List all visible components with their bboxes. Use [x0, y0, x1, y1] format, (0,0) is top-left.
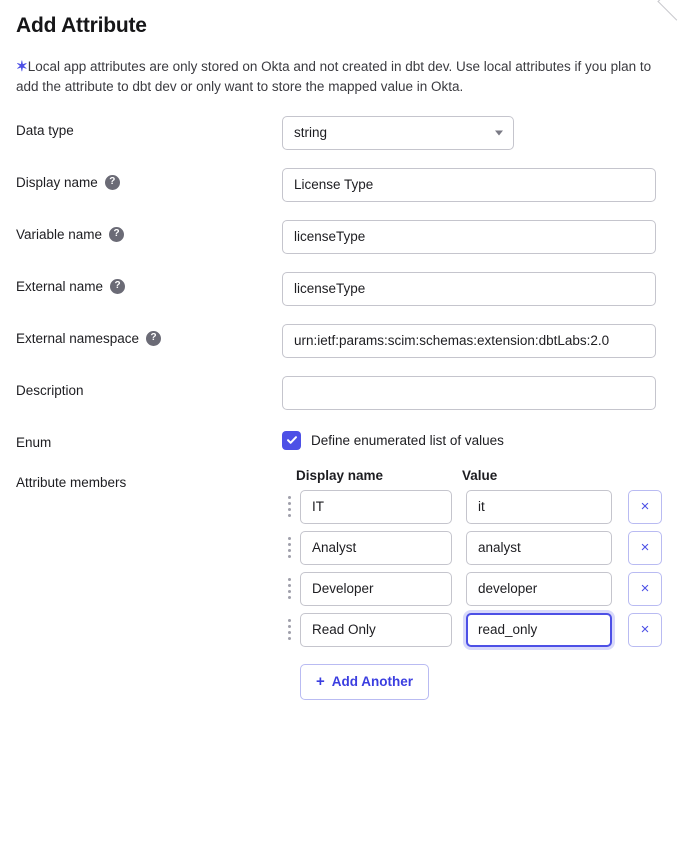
column-header-value: Value	[462, 467, 498, 483]
label-variable-name	[16, 220, 282, 242]
member-value-input[interactable]	[466, 490, 612, 524]
label-description	[16, 376, 282, 398]
member-value-input[interactable]	[466, 572, 612, 606]
label-data-type-text: Data type	[16, 122, 74, 138]
add-another-label: Add Another	[331, 674, 414, 689]
remove-member-button[interactable]: ×	[628, 613, 662, 647]
member-display-name-input[interactable]	[300, 531, 452, 565]
field-external-namespace	[282, 324, 662, 358]
field-description	[282, 376, 662, 410]
table-row	[282, 531, 662, 565]
external-namespace-input[interactable]	[282, 324, 656, 358]
row-variable-name	[16, 220, 662, 254]
label-attribute-members-text: Attribute members	[16, 474, 127, 490]
label-attribute-members	[16, 468, 282, 490]
row-attribute-members	[16, 468, 662, 700]
local-attribute-notice	[16, 56, 662, 98]
drag-handle-icon[interactable]	[282, 537, 296, 558]
enum-checkbox-row	[282, 428, 662, 450]
label-description-text: Description	[16, 382, 84, 398]
label-external-name-text: External name	[16, 278, 104, 294]
table-row	[282, 490, 662, 524]
label-display-name	[16, 168, 282, 190]
member-display-name-input[interactable]	[300, 490, 452, 524]
field-external-name	[282, 272, 662, 306]
external-name-input[interactable]	[282, 272, 656, 306]
row-external-name	[16, 272, 662, 306]
page-title: Add Attribute	[16, 14, 147, 37]
label-enum	[16, 428, 282, 450]
enum-checkbox[interactable]	[282, 431, 301, 450]
label-variable-name-text: Variable name	[16, 226, 103, 242]
row-enum	[16, 428, 662, 450]
row-display-name	[16, 168, 662, 202]
asterisk-icon: ✶	[16, 58, 28, 74]
table-row	[282, 572, 662, 606]
field-data-type	[282, 116, 662, 150]
table-row	[282, 613, 662, 647]
help-icon[interactable]: ?	[105, 175, 120, 190]
drag-handle-icon[interactable]	[282, 578, 296, 599]
column-header-display-name: Display name	[296, 467, 384, 483]
notice-text: Local app attributes are only stored on Okta and not created in dbt dev. Use local attributes if you plan to add the attribute to dbt dev or only want to store the mapped value in Okta.	[16, 59, 652, 95]
enum-checkbox-label: Define enumerated list of values	[311, 432, 504, 448]
row-description	[16, 376, 662, 410]
remove-member-button[interactable]: ×	[628, 490, 662, 524]
plus-icon: +	[316, 673, 325, 690]
row-data-type	[16, 116, 662, 150]
field-enum	[282, 428, 662, 450]
variable-name-input[interactable]	[282, 220, 656, 254]
label-external-namespace-text: External namespace	[16, 330, 140, 346]
member-value-input[interactable]	[466, 613, 612, 647]
help-icon[interactable]: ?	[146, 331, 161, 346]
help-icon[interactable]: ?	[109, 227, 124, 242]
remove-member-button[interactable]: ×	[628, 572, 662, 606]
display-name-input[interactable]	[282, 168, 656, 202]
label-external-namespace	[16, 324, 282, 346]
remove-member-button[interactable]: ×	[628, 531, 662, 565]
add-another-button[interactable]	[300, 664, 429, 700]
data-type-select[interactable]	[282, 116, 514, 150]
data-type-selected-value: string	[294, 125, 328, 140]
field-display-name	[282, 168, 662, 202]
label-enum-text: Enum	[16, 434, 52, 450]
field-variable-name	[282, 220, 662, 254]
data-type-select-wrap	[282, 116, 514, 150]
label-external-name	[16, 272, 282, 294]
member-value-input[interactable]	[466, 531, 612, 565]
attribute-members-header	[282, 468, 662, 483]
drag-handle-icon[interactable]	[282, 619, 296, 640]
description-input[interactable]	[282, 376, 656, 410]
field-attribute-members	[282, 468, 662, 700]
drag-handle-icon[interactable]	[282, 496, 296, 517]
label-data-type	[16, 116, 282, 138]
help-icon[interactable]: ?	[110, 279, 125, 294]
row-external-namespace	[16, 324, 662, 358]
dialog-corner-fold	[656, 0, 678, 22]
label-display-name-text: Display name	[16, 174, 98, 190]
member-display-name-input[interactable]	[300, 613, 452, 647]
member-display-name-input[interactable]	[300, 572, 452, 606]
